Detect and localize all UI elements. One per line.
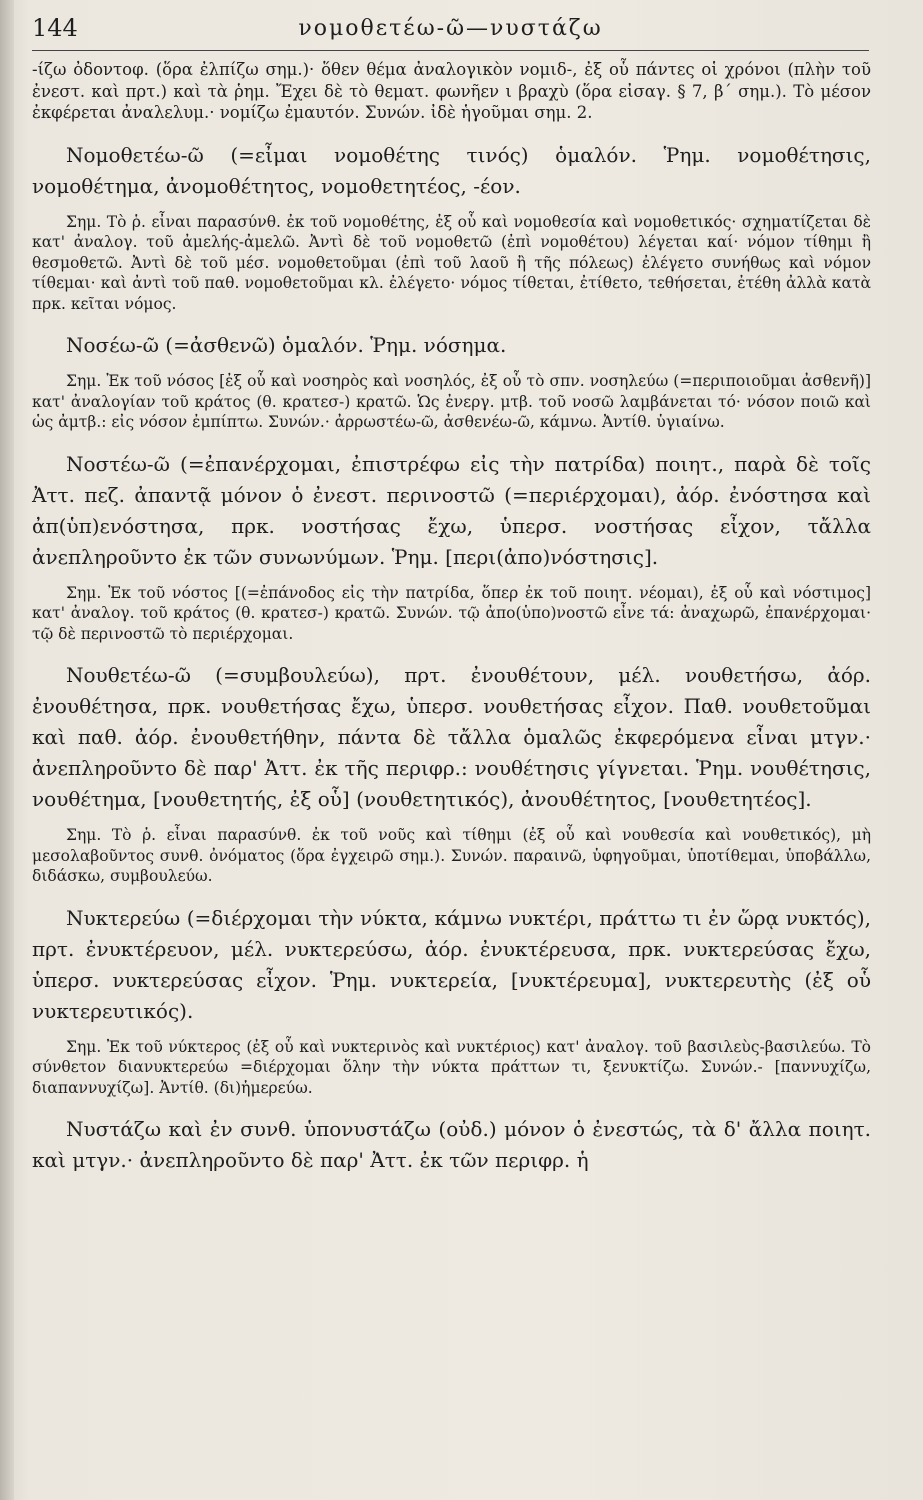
entry-nystazo: Νυστάζω καὶ ἐν συνθ. ὑπονυστάζω (οὐδ.) μόνον ὁ ἐνεστώς, τὰ δ' ἄλλα ποιητ. καὶ μτγν.· ἀνεπληροῦντο δὲ παρ' Ἀττ. ἐκ τῶν περιφρ. ἡ	[32, 1117, 871, 1172]
page-header	[32, 14, 869, 51]
entry-nostew: Νοστέω-ῶ (=ἐπανέρχομαι, ἐπιστρέφω εἰς τὴν πατρίδα) ποιητ., παρὰ δὲ τοῖς Ἀττ. πεζ. ἀπαντᾷ μόνον ὁ ἐνεστ. περινοστῶ (=περιέρχομαι), ἀόρ. ἐνόστησα καὶ ἀπ(ὑπ)ενόστησα, πρκ. νοστήσας ἔχω, ὑπερσ. νοστήσας εἶχον, τἄλλα ἀνεπληροῦντο ἐκ τῶν συνωνύμων. Ῥημ. [περι(ἀπο)νόστησις].	[32, 451, 871, 569]
entry-noutheteo: Νουθετέω-ῶ (=συμβουλεύω), πρτ. ἐνουθέτουν, μέλ. νουθετήσω, ἀόρ. ἐνουθέτησα, πρκ. νουθετήσας ἔχω, ὑπερσ. νουθετήσας εἶχον. Παθ. νουθετοῦμαι καὶ παθ. ἀόρ. ἐνουθετήθην, πάντα δὲ τἄλλα ὁμαλῶς ἐκφερόμενα εἶναι μτγν.· ἀνεπληροῦντο δὲ παρ' Ἀττ. ἐκ τῆς περιφρ.: νουθέτησις γίγνεται. Ῥημ. νουθέτησις, νουθέτημα, [νουθετητής, ἐξ οὗ] (νουθετητικός), ἀνουθέτητος, [νουθετητέος].	[32, 663, 871, 811]
dictionary-body	[32, 59, 871, 1176]
note-nosew: Σημ. Ἐκ τοῦ νόσος [ἐξ οὗ καὶ νοσηρὸς καὶ νοσηλός, ἐξ οὗ τὸ σπν. νοσηλεύω (=περιποιοῦμαι ἀσθενῆ)] κατ' ἀναλογίαν τοῦ κράτος (θ. κρατεσ-) κρατῶ. Ὡς ἐνεργ. μτβ. τοῦ νοσῶ λαμβάνεται τό· νόσον ποιῶ καὶ ὡς ἀμτβ.: εἰς νόσον ἐμπίπτω. Συνών.· ἀρρωστέω-ῶ, ἀσθενέω-ῶ, κάμνω. Ἀντίθ. ὑγιαίνω.	[32, 372, 871, 431]
page-number: 144	[32, 14, 78, 42]
entry-nosew: Νοσέω-ῶ (=ἀσθενῶ) ὁμαλόν. Ῥημ. νόσημα.	[66, 333, 507, 357]
book-spine-shadow	[0, 0, 14, 1500]
note-noutheteo: Σημ. Τὸ ῥ. εἶναι παρασύνθ. ἐκ τοῦ νοῦς καὶ τίθημι (ἐξ οὗ καὶ νουθεσία καὶ νουθετικός), μὴ μεσολαβοῦντος συνθ. ὀνόματος (ὅρα ἐγχειρῶ σημ.). Συνών. παραινῶ, ὑφηγοῦμαι, ὑποτίθεμαι, ὑποβάλλω, διδάσκω, συμβουλεύω.	[32, 826, 871, 885]
note-nomothetew: Σημ. Τὸ ῥ. εἶναι παρασύνθ. ἐκ τοῦ νομοθέτης, ἐξ οὗ καὶ νομοθεσία καὶ νομοθετικός· σχηματίζεται δὲ κατ' ἀναλογ. τοῦ ἀμελής-ἀμελῶ. Ἀντὶ δὲ τοῦ νομοθετῶ (ἐπὶ νομοθέτου) λέγεται καί· νόμον τίθημι ἢ θεσμοθετῶ. Ἀντὶ δὲ τοῦ μέσ. νομοθετοῦμαι (ἐπὶ τοῦ λαοῦ ἢ τῆς πόλεως) ἐλέγετο συνήθως καὶ νόμον τίθεμαι· καὶ ἀντὶ τοῦ παθ. νομοθετοῦμαι κλ. ἐλέγετο· νόμος τίθεται, ἐτίθετο, τεθήσεται, ἐτέθη ἀλλὰ κατὰ πρκ. κεῖται νόμος.	[32, 212, 871, 313]
note-nykterevo: Σημ. Ἐκ τοῦ νύκτερος (ἐξ οὗ καὶ νυκτερινὸς καὶ νυκτέριος) κατ' ἀναλογ. τοῦ βασιλεὺς-βασιλεύω. Τὸ σύνθετον διανυκτερεύω =διέρχομαι ὅλην τὴν νύκτα πράττων τι, ξενυκτίζω. Συνών.- [παννυχίζω, διαπαννυχίζω]. Ἀντίθ. (δι)ἡμερεύω.	[32, 1037, 871, 1097]
continuation-paragraph: -ίζω ὀδοντοφ. (ὅρα ἐλπίζω σημ.)· ὅθεν θέμα ἀναλογικὸν νομιδ-, ἐξ οὗ πάντες οἱ χρόνοι (πλὴν τοῦ ἐνεστ. καὶ πρτ.) καὶ τὰ ῥημ. Ἔχει δὲ τὸ θεματ. φωνῆεν ι βραχὺ (ὅρα εἰσαγ. § 7, β΄ σημ.). Τὸ μέσον ἐκφέρεται ἀναλελυμ.· νομίζω ἐμαυτόν. Συνών. ἰδὲ ἡγοῦμαι σημ. 2.	[32, 60, 871, 122]
entry-nomothetew: Νομοθετέω-ῶ (=εἶμαι νομοθέτης τινός) ὁμαλόν. Ῥημ. νομοθέτησις, νομοθέτημα, ἀνομοθέτητος, νομοθετητέος, -έον.	[32, 142, 871, 198]
note-nostew: Σημ. Ἐκ τοῦ νόστος [(=ἐπάνοδος εἰς τὴν πατρίδα, ὅπερ ἐκ τοῦ ποιητ. νέομαι), ἐξ οὗ καὶ νόστιμος] κατ' ἀναλογ. τοῦ κράτος (θ. κρατεσ-) κρατῶ. Συνών. τῷ ἀπο(ὑπο)νοστῶ εἶνε τά: ἀναχωρῶ, ἐπανέρχομαι· τῷ δὲ περινοστῶ τὸ περιέρχομαι.	[32, 583, 871, 643]
running-title: νομοθετέω-ῶ—νυστάζω	[298, 16, 603, 41]
entry-nykterevo: Νυκτερεύω (=διέρχομαι τὴν νύκτα, κάμνω νυκτέρι, πράττω τι ἐν ὥρᾳ νυκτός), πρτ. ἐνυκτέρευον, μέλ. νυκτερεύσω, ἀόρ. ἐνυκτέρευσα, πρκ. νυκτερεύσας ἔχω, ὑπερσ. νυκτερεύσας εἶχον. Ῥημ. νυκτερεία, [νυκτέρευμα], νυκτερευτὴς (ἐξ οὗ νυκτερευτικός).	[32, 905, 871, 1023]
